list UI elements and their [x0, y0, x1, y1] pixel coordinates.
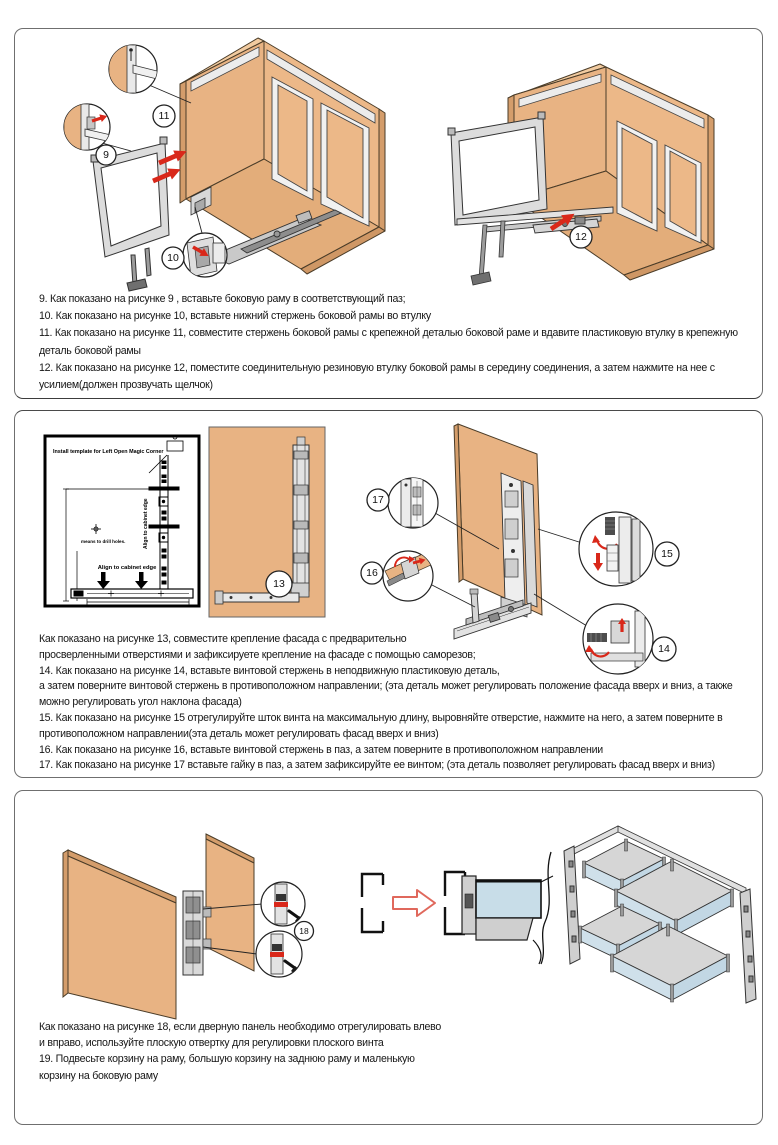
figure-label-13	[266, 571, 292, 597]
instruction-line: Как показано на рисунке 18, если дверную панель необходимо отрегулировать влево	[39, 1021, 442, 1033]
figure-label-18	[295, 922, 314, 941]
instruction-line: 10. Как показано на рисунке 10, вставьте нижний стержень боковой рамы во втулку	[39, 310, 431, 323]
instruction-line: 19. Подвесьте корзину на раму, большую корзину на заднюю раму и маленькую	[39, 1053, 415, 1066]
figure-label-9	[96, 145, 116, 165]
instruction-line: Как показано на рисунке 13, совместите крепление фасада с предварительно	[39, 633, 407, 645]
instruction-line: 16. Как показано на рисунке 16, вставьте винтовой стержень в паз, а затем поверните в противоположном направлении	[39, 743, 603, 756]
template-border	[45, 436, 199, 606]
template-drill-note: means to drill holes.	[81, 539, 126, 544]
detail-circle-10	[183, 233, 227, 277]
basket-rail-cross-section	[462, 876, 541, 940]
figure-12-illustration	[425, 59, 755, 309]
figure-number-13: 13	[273, 578, 285, 590]
figure-number-10: 10	[167, 252, 179, 264]
instruction-line: а затем поверните винтовой стержень в противоположном направлении; (эта деталь может регулировать положение фасада вверх и вниз, а также	[39, 680, 733, 693]
detail-circle-16	[383, 551, 433, 601]
instruction-panel-steps-13-17	[14, 410, 763, 778]
detail-circle-9	[64, 104, 111, 150]
figure-number-15: 15	[661, 548, 673, 560]
instruction-text-13-17	[39, 632, 732, 774]
figure-label-17	[367, 489, 389, 511]
figure-13-illustration	[207, 425, 331, 621]
instruction-line: 14. Как показано на рисунке 14, вставьте винтовой стержень в неподвижную пластиковую деталь,	[39, 664, 500, 677]
template-align-bottom-label: Align to cabinet edge	[97, 565, 157, 571]
detail-circle-15	[579, 512, 653, 586]
facade-bracket-rails	[501, 473, 537, 617]
detail-circle-11	[109, 45, 157, 93]
instruction-line: просверленными отверстиями и зафиксируете крепление на фасаде с помощью саморезов;	[39, 648, 476, 661]
attach-direction-arrow	[393, 890, 435, 916]
basket-clip-diagram	[345, 846, 595, 966]
detail-circle-18-upper	[261, 882, 307, 927]
figure-label-12	[570, 226, 592, 248]
magic-corner-basket-unit	[560, 811, 775, 1011]
figure-number-12: 12	[575, 231, 587, 243]
instruction-line: можно регулировать угол наклона фасада)	[39, 696, 242, 709]
right-frame-post	[740, 889, 756, 1003]
figure-number-18: 18	[299, 926, 309, 936]
figure-number-16: 16	[366, 567, 378, 579]
side-frame-open	[448, 112, 547, 225]
instruction-line: противоположном направлении(эта деталь может регулировать фасад вверх и вниз)	[39, 727, 439, 740]
corner-door-panels	[63, 834, 254, 1019]
instruction-line: деталь боковой рамы	[39, 344, 141, 357]
instruction-line: 15. Как показано на рисунке 15 отрегулируйте шток винта на максимальную длину, выровняйте отверстие, нажмите на него, а затем поверните в	[39, 711, 723, 724]
figure-label-16	[361, 562, 383, 584]
instruction-line: 11. Как показано на рисунке 11, совместите стержень боковой рамы с крепежной деталью боковой раме и вдавите пластиковую втулку в крепежную	[39, 327, 738, 340]
figure-18-illustration	[45, 821, 355, 1051]
figure-label-10	[162, 247, 184, 269]
figure-label-11	[153, 105, 175, 127]
figure-9-10-11-illustration	[45, 37, 415, 302]
figure-label-15	[655, 542, 679, 566]
figure-number-14: 14	[658, 643, 670, 655]
instruction-text-9-12	[39, 291, 738, 394]
figure-number-9: 9	[103, 149, 109, 161]
instruction-line: 12. Как показано на рисунке 12, поместите соединительную резиновую втулку боковой рамы в середину соединения, а затем нажмите на нее с	[39, 361, 715, 374]
instruction-line: корзину на боковую раму	[39, 1069, 158, 1082]
instruction-line: усилием(должен прозвучать щелчок)	[39, 379, 213, 392]
instruction-panel-steps-9-12	[14, 28, 763, 399]
instruction-line: 17. Как показано на рисунке 17 вставьте гайку в паз, а затем зафиксируйте ее винтом; (эта деталь позволяет регулировать фасад вверх и вниз)	[39, 759, 715, 772]
instruction-line: 9. Как показано на рисунке 9 , вставьте боковую раму в соответствующий паз;	[39, 293, 406, 305]
detail-circle-17	[388, 477, 438, 528]
detail-circle-18-lower	[256, 931, 303, 977]
left-frame-post	[564, 846, 580, 964]
template-title: Install template for Left Open Magic Corner	[53, 449, 164, 455]
figure-number-11: 11	[158, 110, 170, 122]
figure-number-17: 17	[372, 494, 384, 506]
hanging-clip	[362, 874, 383, 932]
instruction-panel-steps-18-19	[14, 790, 763, 1125]
instruction-text-18-19	[39, 1019, 441, 1084]
instruction-line: и вправо, используйте плоскую отвертку для регулировки плоского винта	[39, 1037, 384, 1050]
template-align-vertical-label: Align to cabinet edge	[143, 498, 149, 549]
drilling-template-drawing	[41, 431, 213, 617]
